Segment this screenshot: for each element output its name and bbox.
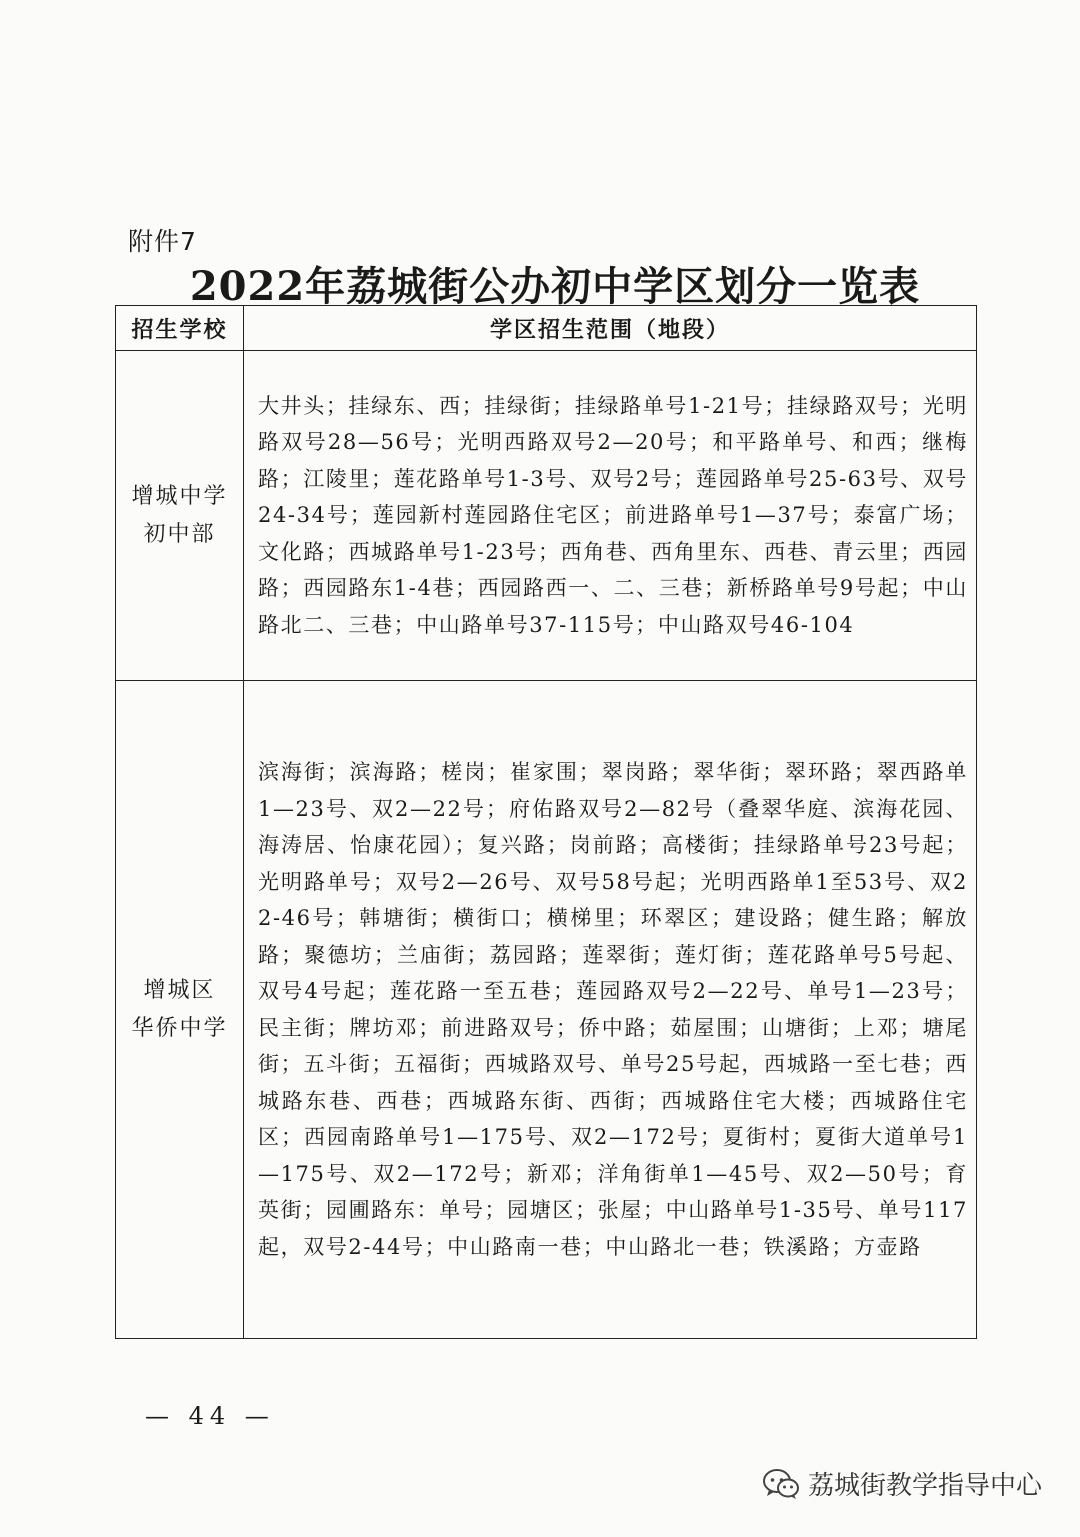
page-title: 2022年荔城街公办初中学区划分一览表 xyxy=(189,263,921,310)
header-range: 学区招生范围（地段） xyxy=(244,306,977,351)
table-header-row xyxy=(116,306,977,351)
school-name-line2: 初中部 xyxy=(143,521,216,547)
range-cell: 大井头；挂绿东、西；挂绿街；挂绿路单号1-21号；挂绿路双号；光明路双号28—56号；光明西路双号2—20号；和平路单号、和西；继梅路；江陵里；莲花路单号1-3号、双号2号；莲园路单号25-63号、双号24-34号；莲园新村莲园路住宅区；前进路单号1—37号；泰富广场；文化路；西城路单号1-23号；西角巷、西角里东、西巷、青云里；西园路；西园路东1-4巷；西园路西一、二、三巷；新桥路单号9号起；中山路北二、三巷；中山路单号37-115号；中山路双号46-104 xyxy=(244,351,977,681)
school-name-line1: 增城中学 xyxy=(131,483,228,509)
attachment-label: 附件7 xyxy=(128,227,197,256)
wechat-icon xyxy=(762,1468,800,1500)
page-number: — 44 — xyxy=(145,1402,275,1430)
school-cell xyxy=(116,351,244,681)
header-school: 招生学校 xyxy=(116,306,244,351)
school-name-line2: 华侨中学 xyxy=(131,1015,228,1041)
range-cell: 滨海街；滨海路；槎岗；崔家围；翠岗路；翠华街；翠环路；翠西路单1—23号、双2—22号；府佑路双号2—82号（叠翠华庭、滨海花园、海涛居、怡康花园）；复兴路；岗前路；高楼街；挂绿路单号23号起；光明路单号；双号2—26号、双号58号起；光明西路单1至53号、双22-46号；韩塘街；横街口；横梯里；环翠区；建设路；健生路；解放路；聚德坊；兰庙街；荔园路；莲翠街；莲灯街；莲花路单号5号起、双号4号起；莲花路一至五巷；莲园路双号2—22号、单号1—23号；民主街；牌坊邓；前进路双号；侨中路；茹屋围；山塘街；上邓；塘尾街；五斗街；五福街；西城路双号、单号25号起，西城路一至七巷；西城路东巷、西巷；西城路东街、西街；西城路住宅大楼；西城路住宅区；西园南路单号1—175号、双2—172号；夏街村；夏街大道单号1—175号、双2—172号；新邓；洋角街单1—45号、双2—50号；育英街；园圃路东：单号；园塘区；张屋；中山路单号1-35号、单号117起，双号2-44号；中山路南一巷；中山路北一巷；铁溪路；方壶路 xyxy=(244,681,977,1339)
school-cell xyxy=(116,681,244,1339)
watermark-text: 荔城街教学指导中心 xyxy=(808,1471,1043,1501)
table-row xyxy=(116,351,977,681)
watermark xyxy=(762,1465,1042,1502)
table-row xyxy=(116,681,977,1339)
school-name-line1: 增城区 xyxy=(143,977,216,1003)
district-table xyxy=(115,305,977,1339)
